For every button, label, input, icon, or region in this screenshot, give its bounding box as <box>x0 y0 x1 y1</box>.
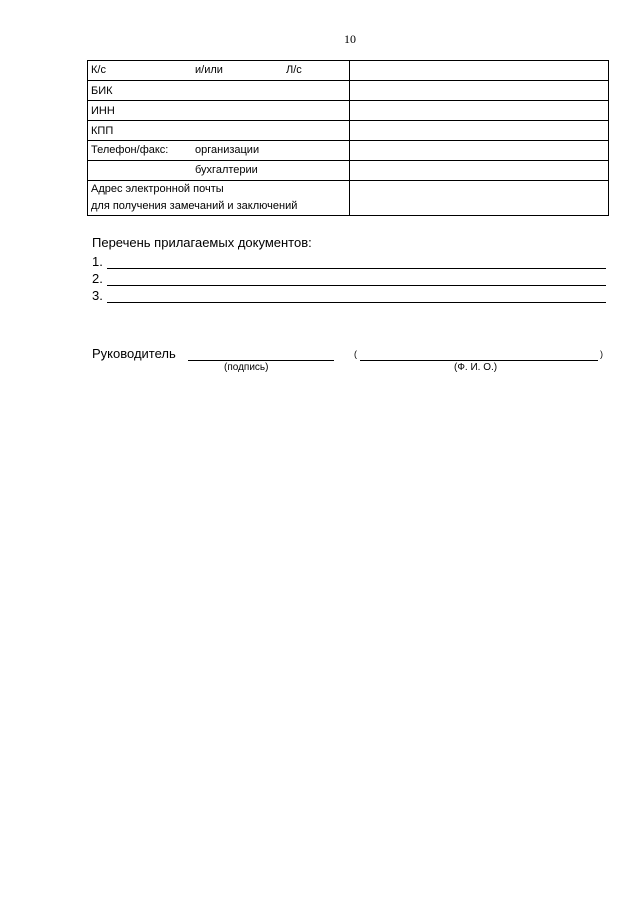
phone-fax-label: Телефон/факс: <box>91 144 169 156</box>
signature-block <box>92 345 606 385</box>
ks-label: К/с <box>91 64 106 76</box>
document-entry-field[interactable] <box>107 273 606 286</box>
table-row-inn <box>88 101 609 121</box>
signature-field[interactable] <box>188 360 334 361</box>
phone-accounting-field[interactable] <box>350 161 609 181</box>
attached-documents-section <box>92 234 606 303</box>
bik-label: БИК <box>88 81 350 101</box>
signature-caption: (подпись) <box>224 362 269 373</box>
table-row-bik <box>88 81 609 101</box>
close-paren: ) <box>600 349 603 359</box>
accounting-label: бухгалтерии <box>195 164 258 176</box>
inn-value-field[interactable] <box>350 101 609 121</box>
email-label-cell <box>88 181 350 216</box>
kpp-value-field[interactable] <box>350 121 609 141</box>
table-row-phone <box>88 141 609 161</box>
full-name-caption: (Ф. И. О.) <box>454 362 498 373</box>
document-number: 3. <box>92 288 103 303</box>
inn-label: ИНН <box>88 101 350 121</box>
full-name-field[interactable] <box>360 360 598 361</box>
table-row-email <box>88 181 609 216</box>
document-entry-field[interactable] <box>107 290 606 303</box>
account-value-field[interactable] <box>350 61 609 81</box>
bik-value-field[interactable] <box>350 81 609 101</box>
page-number: 10 <box>344 32 356 46</box>
accounting-label-cell <box>88 161 350 181</box>
organization-label: организации <box>195 144 260 156</box>
phone-organization-field[interactable] <box>350 141 609 161</box>
document-line <box>92 286 606 303</box>
kpp-label: КПП <box>88 121 350 141</box>
manager-label: Руководитель <box>92 346 176 361</box>
document-entry-field[interactable] <box>107 256 606 269</box>
email-label-line1: Адрес электронной почты <box>91 183 224 195</box>
table-row-accounting <box>88 161 609 181</box>
email-value-field[interactable] <box>350 181 609 216</box>
documents-title: Перечень прилагаемых документов: <box>92 235 312 250</box>
document-line <box>92 269 606 286</box>
email-label-line2: для получения замечаний и заключений <box>91 200 298 212</box>
document-line <box>92 252 606 269</box>
table-row-kpp <box>88 121 609 141</box>
document-number: 1. <box>92 254 103 269</box>
ls-label: Л/с <box>286 64 302 76</box>
open-paren: ( <box>354 349 357 359</box>
and-or-label: и/или <box>195 64 223 76</box>
account-label-cell <box>88 61 350 81</box>
requisites-table <box>87 60 609 216</box>
table-row-account <box>88 61 609 81</box>
phone-label-cell <box>88 141 350 161</box>
document-number: 2. <box>92 271 103 286</box>
